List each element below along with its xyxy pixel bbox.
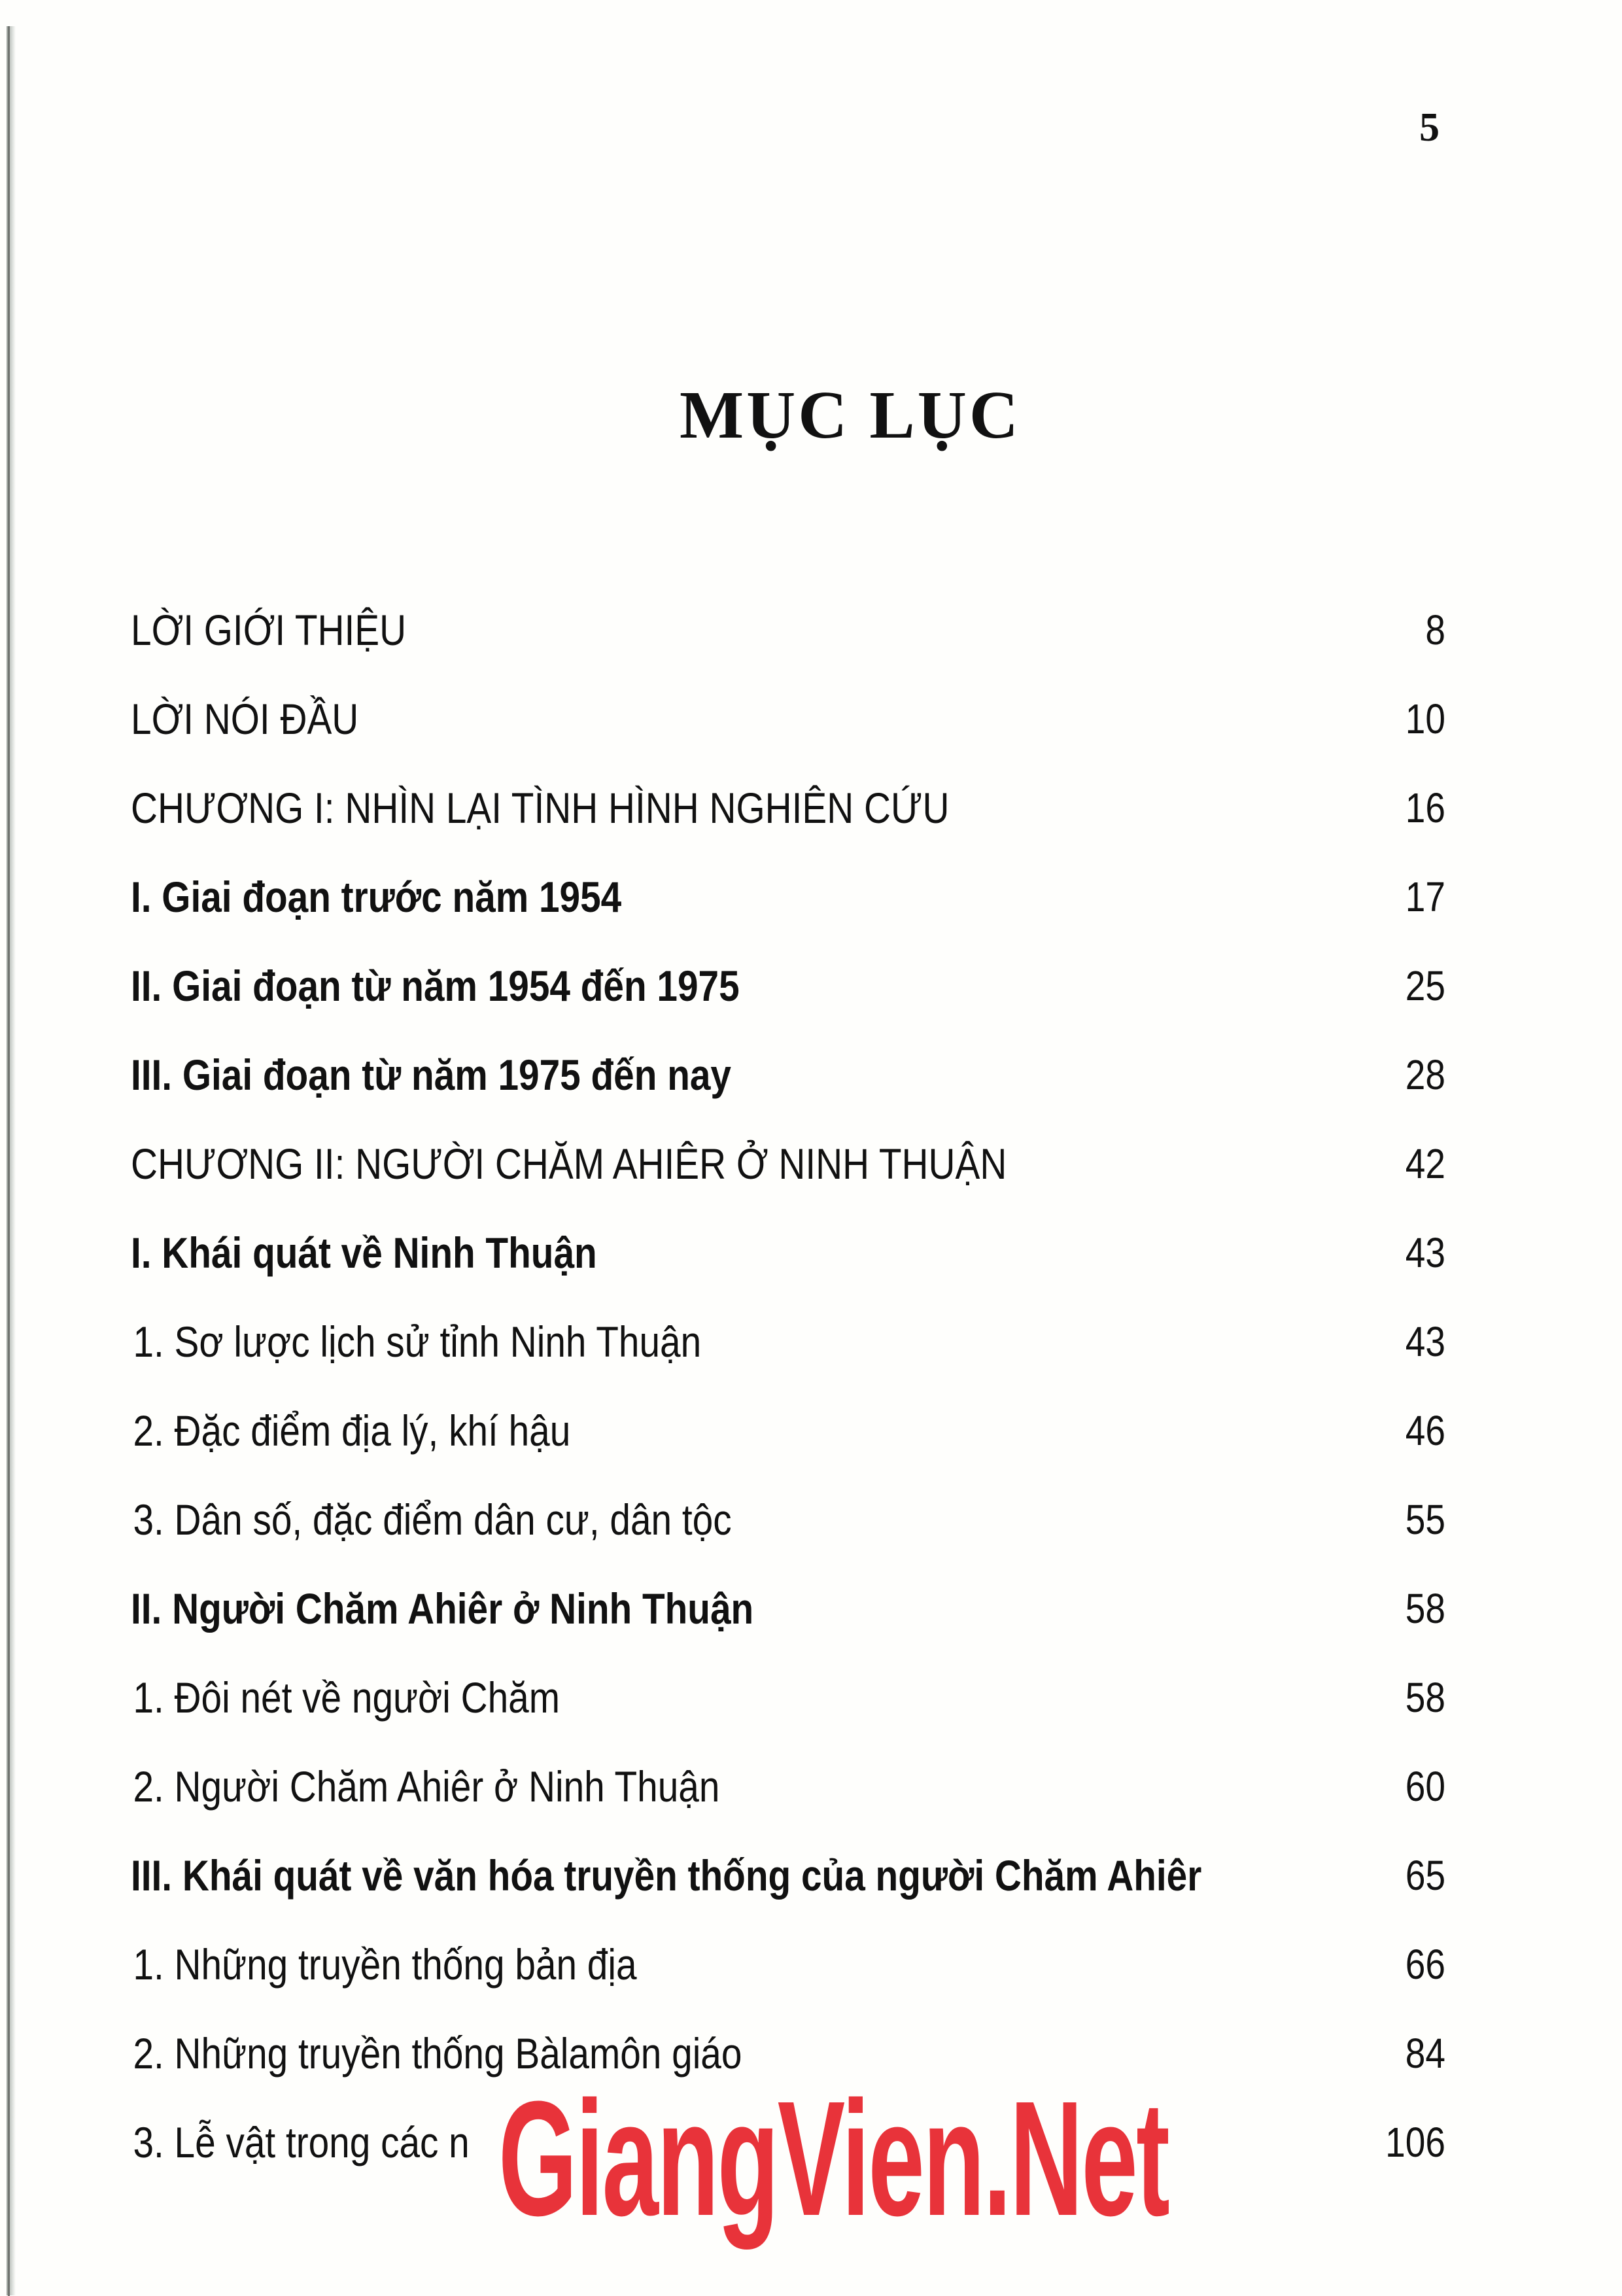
toc-entry-page: 8 <box>1425 606 1445 653</box>
toc-entry-label: LỜI NÓI ĐẦU <box>131 695 359 743</box>
toc-entry-label: III. Giai đoạn từ năm 1975 đến nay <box>131 1051 732 1099</box>
toc-entry-page: 28 <box>1405 1051 1445 1098</box>
toc-entry-page: 84 <box>1405 2030 1445 2077</box>
toc-entry-label: 1. Những truyền thống bản địa <box>133 1940 637 1989</box>
toc-entry <box>131 674 1445 763</box>
toc-entry-page: 42 <box>1405 1140 1445 1187</box>
toc-entry-page: 58 <box>1405 1674 1445 1721</box>
toc-entry-label: 2. Người Chăm Ahiêr ở Ninh Thuận <box>133 1762 720 1811</box>
toc-entry-label: CHƯƠNG II: NGƯỜI CHĂM AHIÊR Ở NINH THUẬN <box>131 1139 1007 1188</box>
toc-entry-label: 1. Sơ lược lịch sử tỉnh Ninh Thuận <box>133 1317 702 1366</box>
toc-entry-label: 2. Những truyền thống Bàlamôn giáo <box>133 2029 742 2078</box>
toc-entry-page: 10 <box>1405 695 1445 742</box>
toc-entry <box>131 1386 1445 1475</box>
toc-entry-page: 60 <box>1405 1763 1445 1810</box>
toc-entry-label: LỜI GIỚI THIỆU <box>131 606 407 654</box>
toc-entry <box>131 1119 1445 1208</box>
toc-entry-label: I. Khái quát về Ninh Thuận <box>131 1228 597 1277</box>
toc-entry-page: 58 <box>1405 1585 1445 1632</box>
toc-entry <box>131 1742 1445 1831</box>
toc-entry-page: 65 <box>1405 1852 1445 1899</box>
toc-entry <box>131 1831 1445 1920</box>
toc-entry <box>131 852 1445 941</box>
toc-entry <box>131 1030 1445 1119</box>
page-title: MỤC LỤC <box>680 377 1021 453</box>
toc-entry <box>131 941 1445 1030</box>
toc-entry-page: 55 <box>1405 1496 1445 1543</box>
watermark-logo: GiangVien.Net <box>498 2067 1169 2250</box>
toc-entry-page: 43 <box>1405 1229 1445 1276</box>
toc-entry <box>131 1475 1445 1564</box>
page-binding-shadow <box>8 26 10 2296</box>
toc-entry-page: 106 <box>1385 2119 1445 2166</box>
toc-entry-label: II. Giai đoạn từ năm 1954 đến 1975 <box>131 962 740 1010</box>
toc-entry <box>131 763 1445 852</box>
page-number: 5 <box>1419 105 1440 150</box>
toc-entry-label: CHƯƠNG I: NHÌN LẠI TÌNH HÌNH NGHIÊN CỨU <box>131 784 950 832</box>
toc-entry-label: 2. Đặc điểm địa lý, khí hậu <box>133 1406 571 1455</box>
toc-entry <box>131 1208 1445 1297</box>
toc-entry-label: II. Người Chăm Ahiêr ở Ninh Thuận <box>131 1584 754 1633</box>
toc-entry-label: III. Khái quát về văn hóa truyền thống của người Chăm Ahiêr <box>131 1851 1202 1900</box>
toc-entry <box>131 1653 1445 1742</box>
toc-entry-page: 17 <box>1405 873 1445 920</box>
toc-entry-page: 25 <box>1405 962 1445 1009</box>
toc-entry-label: 1. Đôi nét về người Chăm <box>133 1673 561 1722</box>
toc-entry-page: 16 <box>1405 784 1445 831</box>
toc-entry-page: 46 <box>1405 1407 1445 1454</box>
toc-entry-page: 66 <box>1405 1941 1445 1988</box>
toc-entry-page: 43 <box>1405 1318 1445 1365</box>
toc-entry-label: 3. Dân số, đặc điểm dân cư, dân tộc <box>133 1495 732 1544</box>
table-of-contents <box>131 585 1445 2187</box>
toc-entry-label: I. Giai đoạn trước năm 1954 <box>131 873 622 921</box>
toc-entry <box>131 1920 1445 2009</box>
toc-entry <box>131 585 1445 674</box>
toc-entry-label: 3. Lễ vật trong các n <box>133 2118 470 2166</box>
toc-entry <box>131 1564 1445 1653</box>
toc-entry <box>131 1297 1445 1386</box>
